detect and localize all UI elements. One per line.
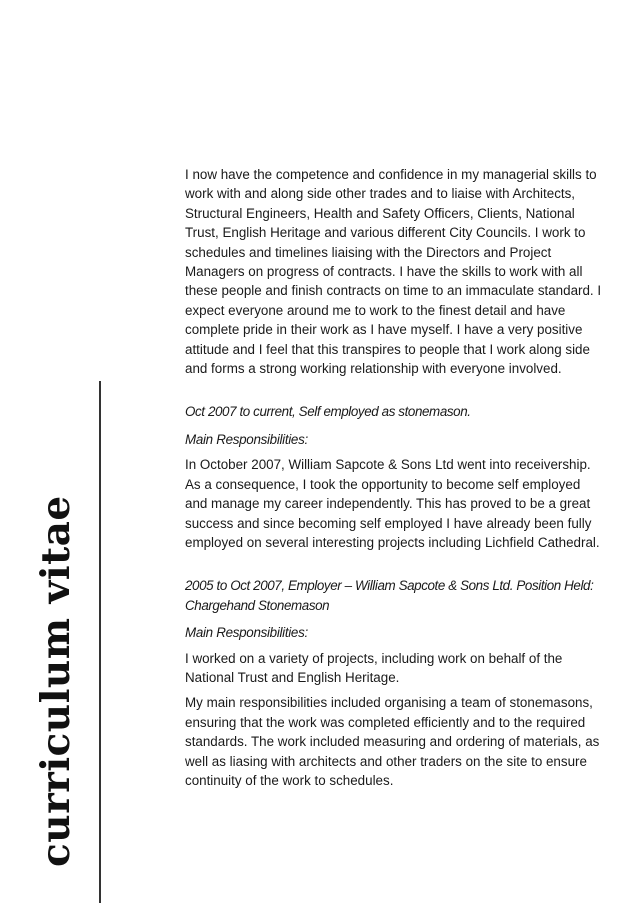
document-side-title: curriculum vitae xyxy=(33,495,79,867)
responsibilities-label: Main Responsibilities: xyxy=(185,431,308,447)
section-gap xyxy=(185,558,605,576)
job-paragraph: My main responsibilities included organising a team of stonemasons, ensuring that the work was completed efficiently and to the required standards. The work included measuring and ordering of materials, as well as liasing with architects and other traders on the site to ensure continuity of the work to schedules. xyxy=(185,695,600,788)
job-paragraph: In October 2007, William Sapcote & Sons Ltd went into receivership. As a consequence, I took the opportunity to become self employed and manage my career independently. This has proved to be a great success and since becoming self employed I have already been fully employed on several interesting projects including Lichfield Cathedral. xyxy=(185,457,600,550)
vertical-divider xyxy=(99,381,101,903)
job-entry-self-employed xyxy=(185,402,605,552)
job-paragraph: I worked on a variety of projects, including work on behalf of the National Trust and English Heritage. xyxy=(185,650,563,685)
intro-paragraph: I now have the competence and confidence in my managerial skills to work with and along side other trades and to liaise with Architects, Structural Engineers, Health and Safety Officers, Clients, National Trust, English Heritage and various different City Councils. I work to schedules and timelines liaising with the Directors and Project Managers on progress of contracts. I have the skills to work with all these people and finish contracts on time to an immaculate standard. I expect everyone around me to work to the finest detail and have complete pride in their work as I have myself. I have a very positive attitude and I feel that this transpires to people that I work along side and forms a strong working relationship with everyone involved. xyxy=(185,167,602,377)
responsibilities-label: Main Responsibilities: xyxy=(185,625,308,641)
job-entry-sapcote xyxy=(185,576,605,790)
job-heading: Oct 2007 to current, Self employed as stonemason. xyxy=(185,404,471,420)
job-heading: 2005 to Oct 2007, Employer – William Sapcote & Sons Ltd. Position Held: Chargehand Stonemason xyxy=(185,578,594,613)
cv-body xyxy=(185,165,605,796)
